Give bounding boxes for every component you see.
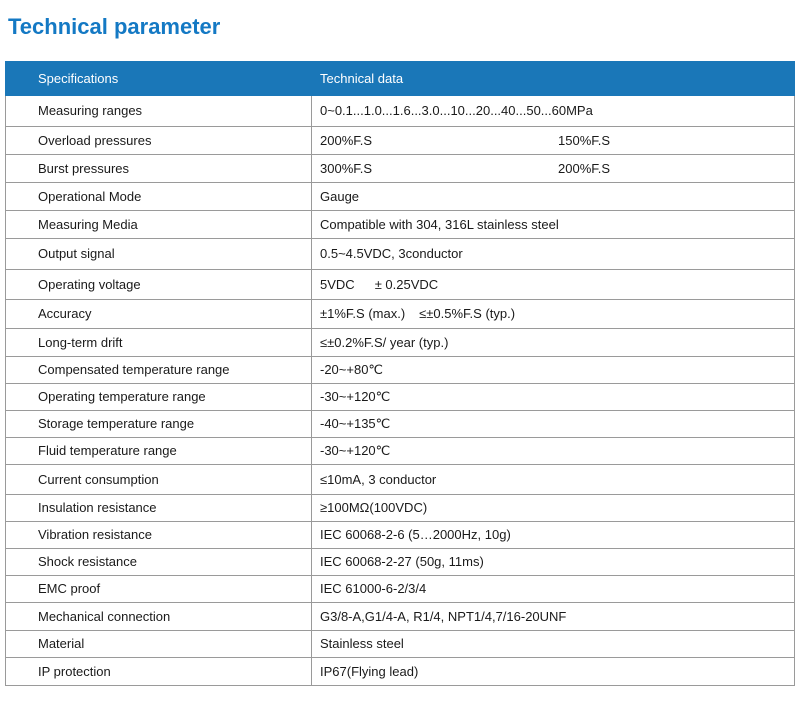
spec-value: ≥100MΩ(100VDC) xyxy=(312,495,795,522)
spec-label: Fluid temperature range xyxy=(6,438,312,465)
spec-value: IP67(Flying lead) xyxy=(312,658,795,686)
table-header-row xyxy=(6,62,795,96)
spec-value-secondary: ± 0.25VDC xyxy=(374,276,439,292)
spec-label: Operating temperature range xyxy=(6,384,312,411)
table-row xyxy=(6,411,795,438)
table-row xyxy=(6,576,795,603)
spec-value: Stainless steel xyxy=(312,631,795,658)
spec-label: Output signal xyxy=(6,239,312,270)
spec-label: Measuring ranges xyxy=(6,96,312,127)
spec-label: Insulation resistance xyxy=(6,495,312,522)
spec-label: Operating voltage xyxy=(6,270,312,300)
spec-value: 200%F.S xyxy=(320,132,373,148)
spec-value: ≤10mA, 3 conductor xyxy=(312,465,795,495)
spec-label: Shock resistance xyxy=(6,549,312,576)
spec-value: Gauge xyxy=(312,183,795,211)
table-row xyxy=(6,438,795,465)
spec-label: Mechanical connection xyxy=(6,603,312,631)
header-technical-data: Technical data xyxy=(312,62,795,96)
table-row xyxy=(6,631,795,658)
spec-label: Storage temperature range xyxy=(6,411,312,438)
spec-value: G3/8-A,G1/4-A, R1/4, NPT1/4,7/16-20UNF xyxy=(312,603,795,631)
table-row xyxy=(6,384,795,411)
table-row xyxy=(6,357,795,384)
spec-value: ≤±0.2%F.S/ year (typ.) xyxy=(312,329,795,357)
table-row xyxy=(6,465,795,495)
table-row xyxy=(6,329,795,357)
table-row xyxy=(6,211,795,239)
table-row xyxy=(6,239,795,270)
spec-label: Operational Mode xyxy=(6,183,312,211)
spec-value-cell xyxy=(312,270,795,300)
spec-value: -40~+135℃ xyxy=(312,411,795,438)
spec-value-cell xyxy=(312,300,795,329)
table-row xyxy=(6,96,795,127)
spec-label: Long-term drift xyxy=(6,329,312,357)
spec-label: Accuracy xyxy=(6,300,312,329)
spec-value: IEC 60068-2-27 (50g, 11ms) xyxy=(312,549,795,576)
spec-value-secondary: 200%F.S xyxy=(558,160,611,176)
spec-value: -30~+120℃ xyxy=(312,384,795,411)
table-row xyxy=(6,603,795,631)
spec-table xyxy=(5,61,795,686)
table-row xyxy=(6,522,795,549)
table-row xyxy=(6,127,795,155)
spec-value: Compatible with 304, 316L stainless steel xyxy=(312,211,795,239)
spec-label: Current consumption xyxy=(6,465,312,495)
spec-value: IEC 60068-2-6 (5…2000Hz, 10g) xyxy=(312,522,795,549)
table-row xyxy=(6,270,795,300)
spec-label: Measuring Media xyxy=(6,211,312,239)
spec-value: -20~+80℃ xyxy=(312,357,795,384)
table-row xyxy=(6,300,795,329)
spec-value: IEC 61000-6-2/3/4 xyxy=(312,576,795,603)
spec-value-cell xyxy=(312,155,795,183)
spec-label: Compensated temperature range xyxy=(6,357,312,384)
page-title: Technical parameter xyxy=(8,14,221,39)
table-row xyxy=(6,495,795,522)
spec-value: ±1%F.S (max.) xyxy=(320,306,406,321)
spec-label: IP protection xyxy=(6,658,312,686)
spec-label: Vibration resistance xyxy=(6,522,312,549)
table-row xyxy=(6,658,795,686)
table-row xyxy=(6,183,795,211)
spec-value-cell xyxy=(312,127,795,155)
spec-label: Burst pressures xyxy=(6,155,312,183)
spec-value: 5VDC xyxy=(320,276,355,292)
spec-value: 300%F.S xyxy=(320,160,373,176)
spec-label: Material xyxy=(6,631,312,658)
spec-value: 0~0.1...1.0...1.6...3.0...10...20...40...50...60MPa xyxy=(312,96,795,127)
spec-value-secondary: ≤±0.5%F.S (typ.) xyxy=(419,306,516,321)
spec-value: -30~+120℃ xyxy=(312,438,795,465)
spec-label: Overload pressures xyxy=(6,127,312,155)
spec-value-secondary: 150%F.S xyxy=(558,132,611,148)
header-specifications: Specifications xyxy=(6,62,312,96)
table-row xyxy=(6,549,795,576)
spec-value: 0.5~4.5VDC, 3conductor xyxy=(312,239,795,270)
table-row xyxy=(6,155,795,183)
spec-label: EMC proof xyxy=(6,576,312,603)
